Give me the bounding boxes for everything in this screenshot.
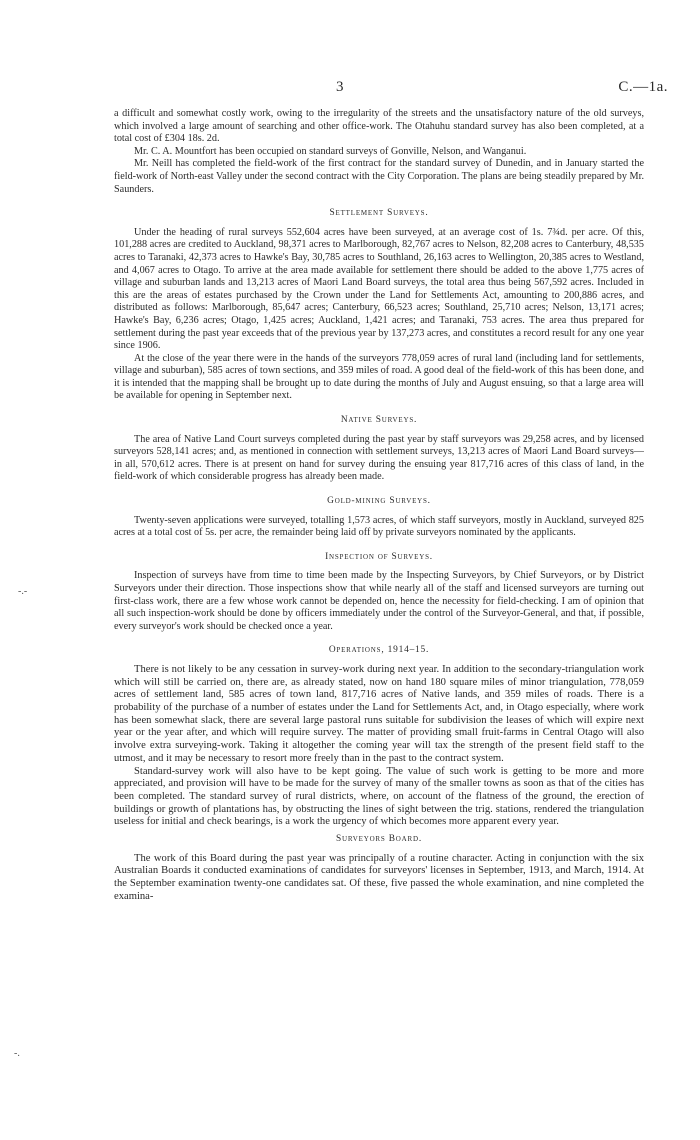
document-body	[114, 108, 644, 904]
native-surveys-section	[114, 414, 644, 484]
paragraph: Under the heading of rural surveys 552,604 acres have been surveyed, at an average cost of 1s. 7¾d. per acre. Of this, 101,288 acres are credited to Auckland, 98,371 acres to Marlborough, 82,767 acres to Nelson, 82,208 acres to Canterbury, 48,535 acres to Taranaki, 42,373 acres to Hawke's Bay, 30,785 acres to Southland, 26,163 acres to Wellington, 20,385 acres to Westland, and 4,067 acres to Otago. To arrive at the area made available for settlement there should be added to the above 1,775 acres of village and suburban lands and 13,213 acres of Maori Land Board surveys, the total area thus being 567,592 acres. Included in this are the areas of estates purchased by the Crown under the Land for Settlements Act, amounting to 200,886 acres, and distributed as follows: Marlborough, 85,647 acres; Canterbury, 66,523 acres; Southland, 25,710 acres; Nelson, 13,171 acres; Hawke's Bay, 6,236 acres; Otago, 1,425 acres; Auckland, 1,421 acres; and Taranaki, 753 acres. The area thus prepared for settlement during the past year exceeds that of the previous year by 137,273 acres, and constitutes a record result for any one year since 1906.	[114, 226, 644, 352]
section-heading: Surveyors Board.	[336, 834, 422, 845]
margin-mark: -.	[14, 1048, 20, 1059]
section-heading: Inspection of Surveys.	[325, 551, 433, 562]
page-number: 3	[336, 79, 344, 95]
gold-mining-surveys-section	[114, 495, 644, 540]
paragraph: Mr. Neill has completed the field-work of the first contract for the standard survey of Dunedin, and in January started the field-work of North-east Valley under the second contract with the City Corporation. The plans are being steadily prepared by Mr. Saunders.	[114, 158, 644, 195]
inspection-of-surveys-section	[114, 551, 644, 634]
intro-section	[114, 108, 644, 196]
settlement-surveys-section	[114, 207, 644, 403]
operations-section	[114, 644, 644, 829]
section-heading: Settlement Surveys.	[329, 208, 429, 219]
paragraph: Mr. C. A. Mountfort has been occupied on standard surveys of Gonville, Nelson, and Wanganui.	[134, 145, 527, 157]
document-reference: C.—1a.	[618, 79, 668, 95]
surveyors-board-section	[114, 833, 644, 903]
paragraph: At the close of the year there were in the hands of the surveyors 778,059 acres of rural land (including land for settlements, village and suburban), 585 acres of town sections, and 359 miles of road. A good deal of the field-work of this has been done, and it is intended that the mapping shall be brought up to date during the months of July and August ensuing, so that a large area will be available for opening in September next.	[114, 352, 644, 402]
section-heading: Gold-mining Surveys.	[327, 496, 431, 507]
section-heading: Native Surveys.	[340, 415, 418, 426]
margin-mark: -.-	[18, 586, 28, 597]
paragraph: a difficult and somewhat costly work, owing to the irregularity of the streets and the unsatisfactory nature of the old surveys, which involved a large amount of searching and other office-work. The Otahuhu standard survey has also been completed, at a total cost of £304 18s. 2d.	[114, 108, 644, 145]
paragraph: Standard-survey work will also have to be kept going. The value of such work is getting to be more and more appreciated, and provision will have to be made for the survey of many of the smaller towns as soon as that of the cities has been completed. The standard survey of rural districts, where, on account of the flatness of the ground, the erection of buildings or growth of plantations has, by obstructing the lines of sight between the trig. stations, rendered the triangulation useless for initial and check bearings, is a work the urgency of which becomes more apparent every year.	[114, 765, 644, 828]
paragraph: Inspection of surveys have from time to time been made by the Inspecting Surveyors, by Chief Surveyors, or by District Surveyors under their direction. Those inspections show that while nearly all of the staff and licensed surveyors are turning out first-class work, there are a few whose work cannot be depended on, hence the necessity for field-checking. I am of opinion that all such inspection-work should be done by officers immediately under the control of the Surveyor-General, and that, if possible, every surveyor's work should be checked once a year.	[114, 570, 644, 632]
paragraph: The area of Native Land Court surveys completed during the past year by staff surveyors was 29,258 acres, and by licensed surveyors 528,141 acres; and, as mentioned in connection with settlement surveys, 13,213 acres of Maori Land Board surveys—in all, 570,612 acres. There is at present on hand for survey during the ensuing year 817,716 acres of this class of land, in the field-work of which considerable progress has already been made.	[114, 433, 644, 483]
paragraph: Twenty-seven applications were surveyed, totalling 1,573 acres, of which staff surveyors, mostly in Auckland, surveyed 825 acres at a total cost of 5s. per acre, the remainder being laid off by private surveyors nominated by the applicants.	[114, 514, 644, 539]
paragraph: There is not likely to be any cessation in survey-work during next year. In addition to the secondary-triangulation work which will still be carried on, there are, as already stated, now on hand 180 square miles of minor triangulation, 778,059 acres of settlement land, 585 acres of town land, 817,716 acres of Native lands, and 359 miles of roads. There is a probability of the purchase of a number of estates under the Land for Settlements Act, and, in Otago especially, where work has been somewhat slack, there are several large pastoral runs suitable for subdivision the leases of which will expire next year or the year after, and which will require survey. The matter of providing small fruit-farms in Central Otago will also involve extra surveying-work. Taking it altogether the coming year will tax the strength of the present field staff to the utmost, and it may be necessary to resort more freely than in the past to the contract system.	[114, 663, 644, 764]
section-heading: Operations, 1914–15.	[328, 645, 430, 656]
paragraph: The work of this Board during the past year was principally of a routine character. Acting in conjunction with the six Australian Boards it conducted examinations of candidates for surveyors' licenses in September, 1913, and March, 1914. At the September examination twenty-one candidates sat. Of these, five passed the whole examination, and nine completed the examina-	[114, 852, 644, 902]
